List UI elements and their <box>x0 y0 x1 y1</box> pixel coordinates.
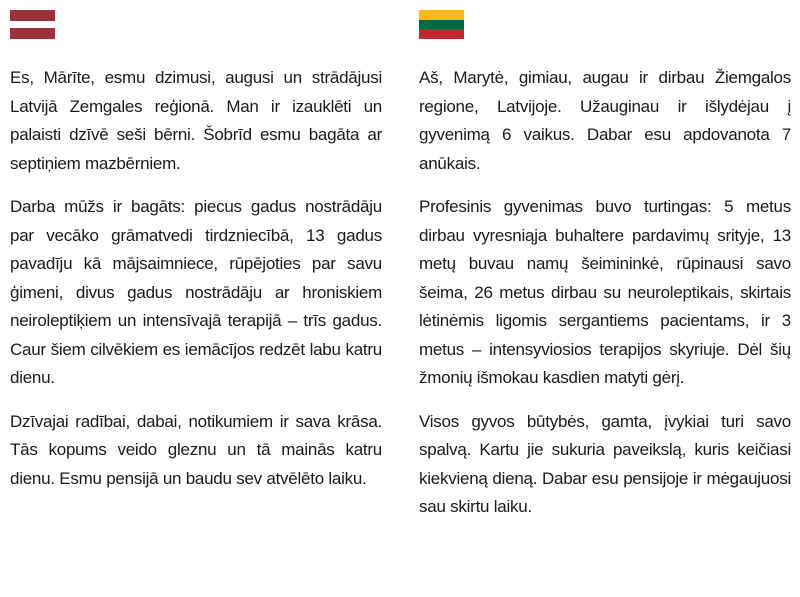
latvian-column <box>10 0 382 508</box>
latvian-paragraph-3: Dzīvajai radībai, dabai, notikumiem ir sava krāsa. Tās kopums veido gleznu un tā mainās katru dienu. Esmu pensijā un baudu sev atvēlēto laiku. <box>10 411 382 488</box>
lithuanian-paragraph-2: Profesinis gyvenimas buvo turtingas: 5 metus dirbau vyresniąja buhaltere pardavimų srityje, 13 metų buvau namų šeimininkė, rūpinausi savo šeima, 26 metus dirbau su neuroleptikais, skirtais lėtinėmis ligomis sergantiems pacientams, ir 3 metus – intensyviosios terapijos skyriuje. Dėl šių žmonių išmokau kasdien matyti gėrį. <box>419 197 791 387</box>
lithuania-flag-stripe-yellow <box>419 10 464 20</box>
latvian-paragraph-2: Darba mūžs ir bagāts: piecus gadus nostrādāju par vecāko grāmatvedi tirdzniecībā, 13 gadus pavadīju kā mājsaimniece, rūpējoties par savu ģimeni, divus gadus nostrādāju ar hroniskiem neiroleptiķiem un intensīvajā terapijā – trīs gadus. Caur šiem cilvēkiem es iemācījos redzēt labu katru dienu. <box>10 197 382 387</box>
latvia-flag-icon <box>10 10 55 39</box>
latvian-paragraph-1: Es, Mārīte, esmu dzimusi, augusi un strādājusi Latvijā Zemgales reģionā. Man ir izauklēti un palaisti dzīvē seši bērni. Šobrīd esmu bagāta ar septiņiem mazbērniem. <box>10 68 382 173</box>
lithuanian-column <box>419 0 791 537</box>
latvia-flag-stripe-bottom <box>10 28 55 39</box>
lithuania-flag-stripe-red <box>419 29 464 39</box>
latvian-text <box>10 64 382 493</box>
lithuanian-paragraph-3: Visos gyvos būtybės, gamta, įvykiai turi savo spalvą. Kartu jie sukuria paveikslą, kuris keičiasi kiekvieną dieną. Dabar esu pensijoje ir mėgaujuosi sau skirtu laiku. <box>419 411 791 516</box>
latvia-flag-stripe-middle <box>10 21 55 28</box>
lithuania-flag-stripe-green <box>419 20 464 29</box>
lithuanian-paragraph-1: Aš, Marytė, gimiau, augau ir dirbau Žiemgalos regione, Latvijoje. Užauginau ir išlydėjau į gyvenimą 6 vaikus. Dabar esu apdovanota 7 anūkais. <box>419 68 791 173</box>
lithuanian-text <box>419 64 791 522</box>
lithuania-flag-icon <box>419 10 464 39</box>
latvia-flag-stripe-top <box>10 10 55 21</box>
